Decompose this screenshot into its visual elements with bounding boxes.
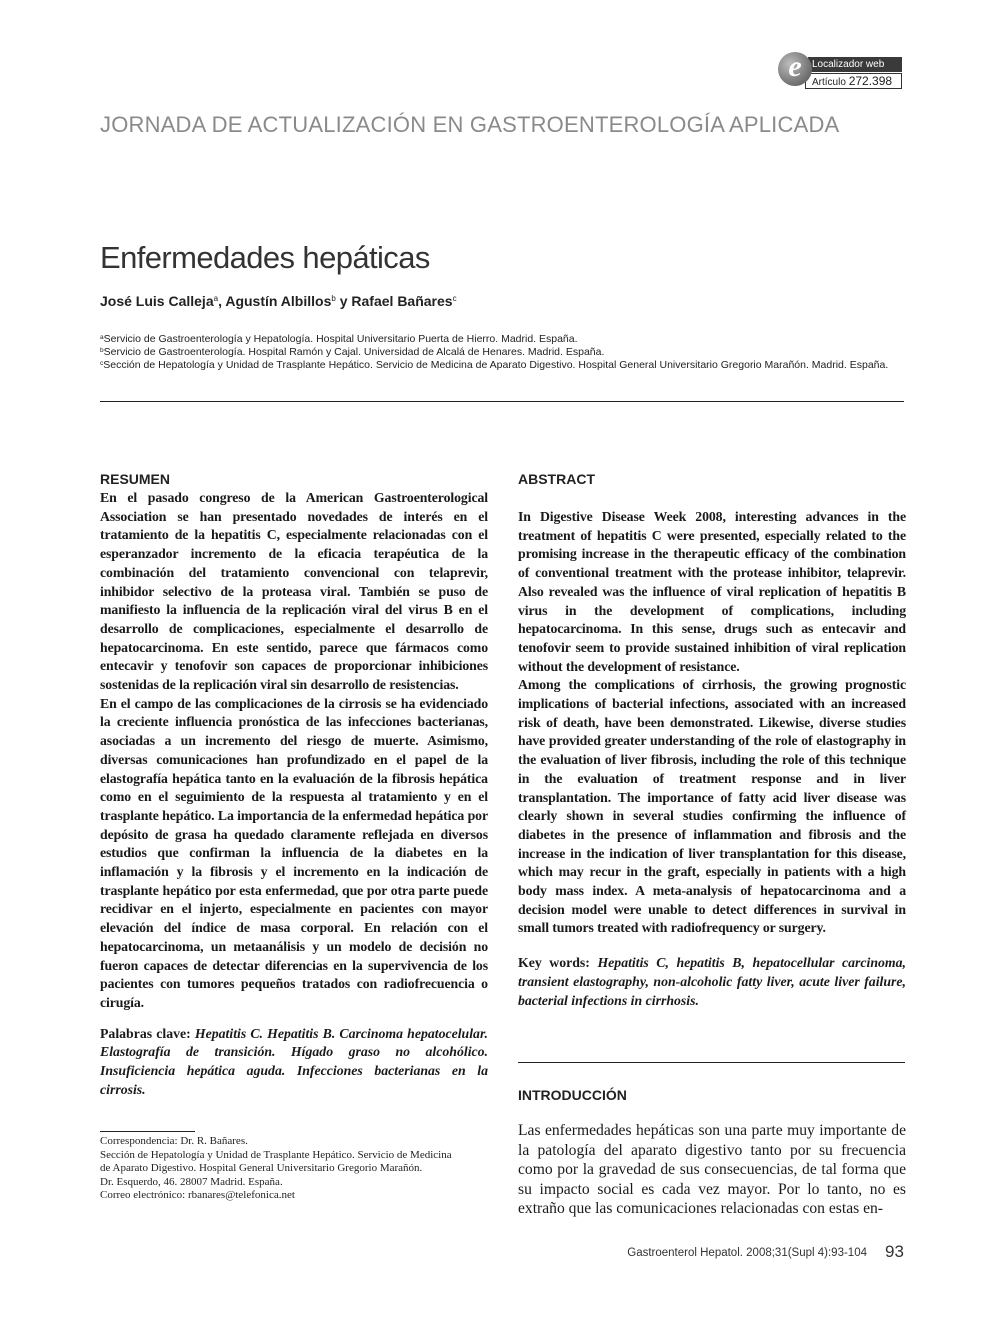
affiliations (100, 332, 900, 371)
key-words-list: Hepatitis C, hepatitis B, hepatocellular carcinoma, transient elastography, non-alcoholic fatty liver, acute liver failure, bacterial infections in cirrhosis. (518, 955, 907, 1008)
affiliation (100, 332, 900, 345)
page-number: 93 (885, 1242, 904, 1261)
badge-article-prefix: Artículo (812, 77, 846, 88)
resumen-section (100, 471, 488, 1100)
correspondence-line: Sección de Hepatología y Unidad de Trasplante Hepático. Servicio de Medicina de Aparato Digestivo. Hospital General Universitario Gregorio Marañón. (100, 1148, 452, 1175)
author-name: José Luis Calleja (100, 293, 214, 309)
footnote-divider (100, 1131, 195, 1132)
series-title: JORNADA DE ACTUALIZACIÓN EN GASTROENTEROLOGÍA APLICADA (100, 112, 840, 137)
author-mark: a (213, 294, 219, 303)
key-words (518, 954, 906, 1010)
badge-article (805, 73, 902, 89)
abstract-paragraph: In Digestive Disease Week 2008, interesting advances in the treatment of hepatitis C were presented, especially related to the promising increase in the therapeutic efficacy of the combination of conventional treatment with the protease inhibitor, telaprevir. Also revealed was the influence of viral replication of hepatitis B virus in the development of complications, including hepatocarcinoma. In this sense, drugs such as entecavir and tenofovir seem to provide sustained inhibition of viral replication without the development of resistance. (518, 509, 906, 674)
author-separator: , (218, 293, 226, 309)
badge-label: Localizador web (808, 57, 902, 72)
localizador-badge (778, 52, 902, 92)
palabras-clave-label: Palabras clave: (100, 1025, 191, 1041)
affiliation-text: Sección de Hepatología y Unidad de Trasplante Hepático. Servicio de Medicina de Aparato Digestivo. Hospital General Universitario Gregorio Marañón. Madrid. España. (103, 359, 889, 371)
author-mark: c (452, 294, 457, 303)
affiliation-mark: a (100, 334, 104, 341)
author-list (100, 293, 457, 309)
author-separator: y (335, 293, 352, 309)
palabras-clave (100, 1025, 488, 1100)
introduccion-section (518, 1087, 906, 1219)
abstract-section (518, 471, 906, 1010)
resumen-paragraph: En el pasado congreso de la American Gastroenterological Association se han presentado novedades de interés en el tratamiento de la hepatitis C, especialmente relacionadas con el esperanzador incremento de la eficacia terapéutica de la combinación del tratamiento convencional con telaprevir, inhibidor selectivo de la proteasa viral. También se puso de manifiesto la influencia de la replicación viral del virus B en el desarrollo de complicaciones, especialmente el desarrollo de hepatocarcinoma. En este sentido, parece que fármacos como entecavir y tenofovir son capaces de proporcionar inhibiciones sostenidas de la replicación viral sin desarrollo de resistencias. (100, 490, 488, 693)
affiliation-text: Servicio de Gastroenterología y Hepatología. Hospital Universitario Puerta de Hierro. Madrid. España. (103, 333, 578, 345)
badge-article-number: 272.398 (848, 74, 893, 88)
correspondence-block (100, 1135, 460, 1203)
abstract-heading: ABSTRACT (518, 471, 595, 487)
header-divider (100, 401, 904, 402)
resumen-heading: RESUMEN (100, 471, 171, 487)
affiliation-mark: b (100, 347, 104, 354)
author-name: Agustín Albillos (225, 293, 332, 309)
abstract-paragraph: Among the complications of cirrhosis, the growing prognostic implications of bacterial infections, associated with an increased risk of death, have been demonstrated. Likewise, diverse studies have provided greater understanding of the role of elastography in the evaluation of liver fibrosis, including the role of this technique in the evaluation of treatment response and in liver transplantation. The importance of fatty acid liver disease was clearly shown in several studies confirming the influence of diabetes in the presence of inflammation and fibrosis and the increase in the indication of liver transplantation for this disease, which may recur in the graft, especially in patients with a high body mass index. A meta-analysis of hepatocarcinoma and a decision model were unable to detect differences in survival in small tumors treated with radiofrequency or surgery. (518, 677, 906, 936)
introduccion-text: Las enfermedades hepáticas son una parte muy importante de la patología del aparato digestivo tanto por su frecuencia como por la gravedad de sus consecuencias, de tal forma que su impacto social es cada vez mayor. Por lo tanto, no es extraño que las comunicaciones relacionadas con estas en- (518, 1122, 906, 1217)
author-mark: b (331, 294, 336, 303)
affiliation (100, 358, 900, 371)
abstract-divider (518, 1062, 905, 1063)
author-name: Rafael Bañares (351, 293, 453, 309)
resumen-paragraph: En el campo de las complicaciones de la cirrosis se ha evidenciado la creciente influencia pronóstica de las infecciones bacterianas, asociadas a un incremento del riesgo de muerte. Asimismo, diversas comunicaciones han profundizado en el papel de la elastografía hepática tanto en la evaluación de la fibrosis hepática como en el seguimiento de la respuesta al tratamiento y en el trasplante hepático. La importancia de la enfermedad hepática por depósito de grasa ha quedado claramente reflejada en diversos estudios que confirman la influencia de la diabetes en la inflamación y la fibrosis y el incremento en la indicación de trasplante hepático por esta enfermedad, que por otra parte puede recidivar en el injerto, especialmente en pacientes con mayor elevación del índice de masa corporal. En relación con el hepatocarcinoma, un metaanálisis y un modelo de decisión no fueron capaces de detectar diferencias en la supervivencia de los pacientes con tumores pequeños tratados con radiofrecuencia o cirugía. (100, 695, 488, 1010)
introduccion-heading: INTRODUCCIÓN (518, 1087, 627, 1103)
e-logo-icon: e (778, 52, 812, 86)
affiliation-text: Servicio de Gastroenterología. Hospital Ramón y Cajal. Universidad de Alcalá de Henares. Madrid. España. (103, 346, 605, 358)
correspondence-line: Dr. Esquerdo, 46. 28007 Madrid. España. (100, 1175, 283, 1188)
affiliation-mark: c (100, 360, 104, 367)
affiliation (100, 345, 900, 358)
journal-citation: Gastroenterol Hepatol. 2008;31(Supl 4):93-104 (627, 1247, 867, 1259)
key-words-label: Key words: (518, 955, 590, 971)
correspondence-line: Correspondencia: Dr. R. Bañares. (100, 1135, 248, 1147)
palabras-clave-list: Hepatitis C. Hepatitis B. Carcinoma hepatocelular. Elastografía de transición. Hígado graso no alcohólico. Insuficiencia hepática aguda. Infecciones bacterianas en la cirrosis. (100, 1025, 489, 1097)
correspondence-email: Correo electrónico: rbanares@telefonica.net (100, 1189, 295, 1202)
article-title: Enfermedades hepáticas (100, 240, 430, 275)
